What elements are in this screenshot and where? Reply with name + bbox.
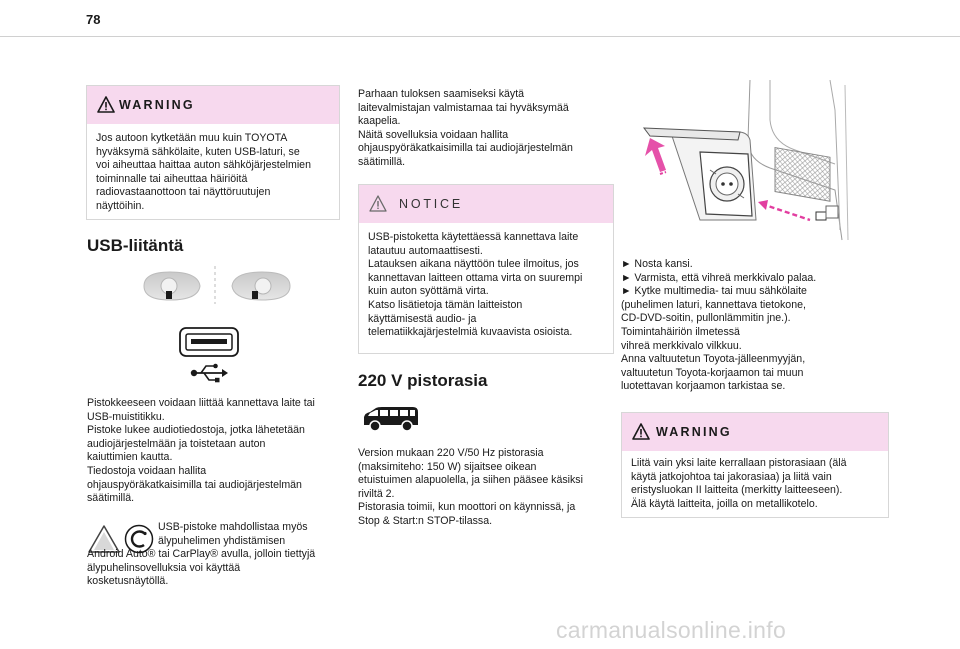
step-line: valtuutetun Toyota-korjaamon tai muun xyxy=(621,366,804,379)
warning1-line: hyväksymä sähkölaite, kuten USB-laturi, se xyxy=(96,145,300,158)
warning-icon xyxy=(632,423,650,440)
warning2-line: eristysluokan II laitteita (merkitty laitteeseen). xyxy=(631,484,843,497)
socket-line: etuistuimen alapuolella, ja siihen pääsee käsiksi xyxy=(358,474,583,487)
notice-line: telematiikkajärjestelmiä kuvaavista osioista. xyxy=(368,326,573,339)
carplay-text-beside-icons xyxy=(158,521,348,548)
carplay-line: älypuhelinsovelluksia voi käyttää xyxy=(87,561,241,574)
carplay-line: USB-pistoke mahdollistaa myös xyxy=(158,521,308,533)
warning1-line: voi aiheuttaa haittaa auton sähköjärjestelmien xyxy=(96,159,311,172)
socket-line: riviltä 2. xyxy=(358,487,395,500)
usb-paragraph xyxy=(87,397,347,506)
socket-line: Pistorasia toimii, kun moottori on käynnissä, ja xyxy=(358,501,576,514)
notice-line: kannettavan laitteen ottama virta on suurempi xyxy=(368,271,583,284)
step-line: luotettavan korjaamon tarkistaa se. xyxy=(621,380,786,393)
notice-box xyxy=(358,184,614,354)
socket-line: Stop & Start:n STOP-tilassa. xyxy=(358,514,493,527)
notice-box-header xyxy=(359,185,613,223)
warning-box-2 xyxy=(621,412,889,518)
notice-line: Latauksen aikana näyttöön tulee ilmoitus, jos xyxy=(368,258,579,271)
top-rule xyxy=(0,36,960,37)
warning-box-1 xyxy=(86,85,340,220)
usb-line: Pistoke lukee audiotiedostoja, jotka lähetetään xyxy=(87,424,305,437)
notice-icon xyxy=(369,195,387,212)
notice-title: NOTICE xyxy=(399,197,464,211)
warning1-line: Jos autoon kytketään muu kuin TOYOTA xyxy=(96,132,288,144)
warning-box-header xyxy=(87,86,339,124)
socket-paragraph xyxy=(358,447,620,529)
footer-watermark: carmanualsonline.info xyxy=(556,617,787,643)
col2-intro-line: laitevalmistajan valmistamaa tai hyväksymää xyxy=(358,101,569,114)
warning1-line: näyttöihin. xyxy=(96,199,145,212)
usb-line: kaiuttimien kautta. xyxy=(87,451,173,464)
step-line: ► Varmista, että vihreä merkkivalo palaa. xyxy=(621,271,817,284)
warning2-line: Liitä vain yksi laite kerrallaan pistorasiaan (älä xyxy=(631,457,847,469)
notice-line: USB-pistoketta käytettäessä kannettava laite xyxy=(368,231,579,243)
usb-line: Tiedostoja voidaan hallita xyxy=(87,464,207,477)
step-line: vihreä merkkivalo vilkkuu. xyxy=(621,339,742,352)
warning-box-header xyxy=(622,413,888,451)
col2-intro-line: Näitä sovelluksia voidaan hallita xyxy=(358,128,509,141)
warning-title: WARNING xyxy=(119,98,195,112)
warning1-line: toiminnalle tai aiheuttaa häiriöitä xyxy=(96,172,248,185)
socket-line: Version mukaan 220 V/50 Hz pistorasia xyxy=(358,447,544,459)
notice-line: latautuu automaattisesti. xyxy=(368,244,483,257)
carplay-line: älypuhelimen yhdistämisen xyxy=(158,534,286,547)
warning-box-body xyxy=(622,451,888,511)
socket-illustration xyxy=(630,80,856,248)
notice-line: kuin auton syöttämä virta. xyxy=(368,285,489,298)
usb-line: audiojärjestelmään ja toistetaan auton xyxy=(87,437,266,450)
step-line: Anna valtuutetun Toyota-jälleenmyyjän, xyxy=(621,353,806,366)
notice-line: Katso lisätietoja tämän laitteiston xyxy=(368,298,523,311)
usb-line: säätimillä. xyxy=(87,492,135,505)
van-icon xyxy=(361,405,421,433)
page-number: 78 xyxy=(86,12,101,27)
socket-line: (maksimiteho: 150 W) sijaitsee oikean xyxy=(358,460,537,473)
col3-steps xyxy=(621,258,891,394)
col2-intro-line: ohjauspyöräkatkaisimilla tai audiojärjestelmän xyxy=(358,142,573,155)
step-line: (puhelimen laturi, kannettava tietokone, xyxy=(621,298,806,311)
col2-intro-line: kaapelia. xyxy=(358,115,401,128)
usb-line: USB-muistitikku. xyxy=(87,410,165,423)
col2-intro-line: Parhaan tuloksen saamiseksi käytä xyxy=(358,88,525,100)
usb-symbol-icon xyxy=(190,362,230,384)
step-line: Toimintahäiriön ilmetessä xyxy=(621,325,740,338)
steering-wheel-icon xyxy=(140,264,294,306)
warning2-line: käytä jatkojohtoa tai jakorasiaa) ja liitä vain xyxy=(631,470,832,483)
usb-heading: USB-liitäntä xyxy=(87,236,184,255)
usb-port-icon xyxy=(179,327,239,357)
usb-line: Pistokkeeseen voidaan liittää kannettava laite tai xyxy=(87,397,315,409)
col2-intro-line: säätimillä. xyxy=(358,155,406,168)
step-line: ► Nosta kansi. xyxy=(621,258,693,270)
carplay-line: kosketusnäytöllä. xyxy=(87,575,169,588)
warning-title: WARNING xyxy=(656,425,732,439)
warning-icon xyxy=(97,96,115,113)
usb-line: ohjauspyöräkatkaisimilla tai audiojärjestelmän xyxy=(87,478,302,491)
step-line: CD-DVD-soitin, pullonlämmitin jne.). xyxy=(621,312,791,325)
carplay-text xyxy=(87,548,352,589)
col2-intro xyxy=(358,88,620,170)
warning1-line: radiovastaanottoon tai näyttöruutujen xyxy=(96,186,271,199)
notice-line: käyttämisestä audio- ja xyxy=(368,312,477,325)
carplay-line: Android Auto® tai CarPlay® avulla, jolloin tiettyjä xyxy=(87,548,316,560)
warning-box-body xyxy=(87,124,339,214)
socket-heading: 220 V pistorasia xyxy=(358,371,488,390)
notice-box-body xyxy=(359,223,613,340)
step-line: ► Kytke multimedia- tai muu sähkölaite xyxy=(621,285,807,298)
warning2-line: Älä käytä laitteita, joilla on metallikotelo. xyxy=(631,497,818,510)
